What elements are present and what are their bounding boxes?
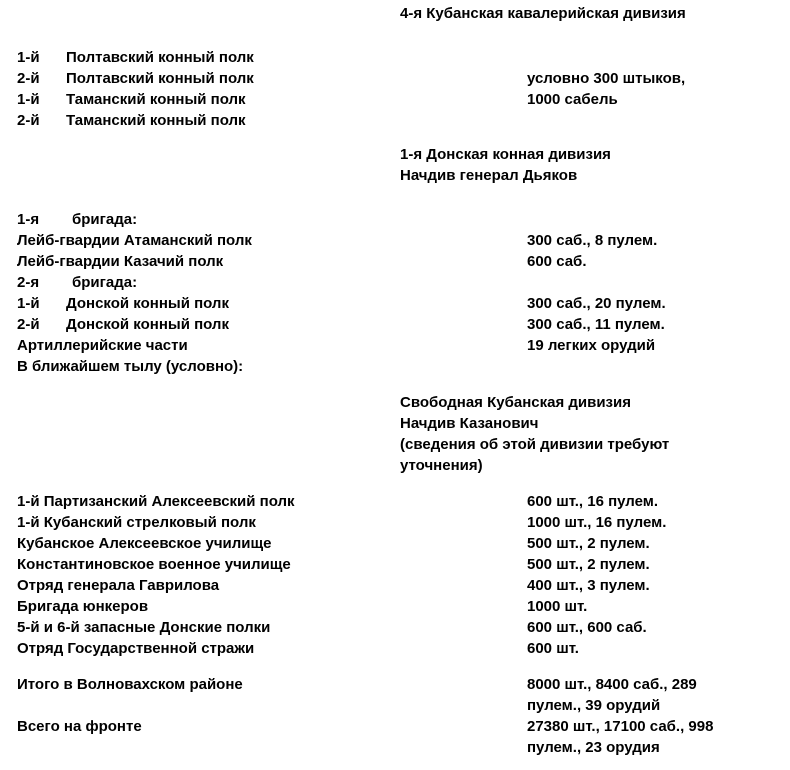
table-row [0,230,790,251]
unit-strength: 1000 сабель [527,91,618,108]
unit-number: 1-й [17,295,40,312]
heading-free-kuban-division: Свободная Кубанская дивизия [400,394,631,411]
totals-region-value-line-2: пулем., 39 орудий [527,697,661,714]
unit-strength: 300 саб., 8 пулем. [527,232,658,249]
totals-front-label: Всего на фронте [17,718,142,735]
totals-region-label: Итого в Волновахском районе [17,676,243,693]
unit-name: Бригада юнкеров [17,598,149,615]
table-row [0,314,790,335]
heading-don-cavalry-division: 1-я Донская конная дивизия [400,146,611,163]
unit-name: Донской конный полк [66,295,229,312]
table-row [0,512,790,533]
unit-name: Таманский конный полк [66,91,246,108]
table-row [0,251,790,272]
brigade-number: 2-я [17,274,40,291]
table-row [0,533,790,554]
unit-strength: 1000 шт., 16 пулем. [527,514,667,531]
unit-strength: 600 саб. [527,253,587,270]
heading-free-kuban-commander: Начдив Казанович [400,415,539,432]
unit-name: Таманский конный полк [66,112,246,129]
brigade-label-2 [0,272,790,293]
unit-strength: 300 саб., 20 пулем. [527,295,666,312]
rear-note-row [0,356,790,377]
unit-name: Артиллерийские части [17,337,188,354]
unit-strength: 600 шт., 16 пулем. [527,493,659,510]
table-row [0,554,790,575]
unit-name: Лейб-гвардии Атаманский полк [17,232,252,249]
unit-name: Отряд Государственной стражи [17,640,255,657]
totals-front-value-line-1: 27380 шт., 17100 саб., 998 [527,718,714,735]
totals-front-value-line-2: пулем., 23 орудия [527,739,660,756]
table-row-artillery [0,335,790,356]
unit-name: Константиновское военное училище [17,556,291,573]
unit-strength: 300 саб., 11 пулем. [527,316,665,333]
brigade-text: бригада: [72,211,138,228]
free-kuban-note-line-1: (сведения об этой дивизии требуют [400,436,670,453]
brigade-label-1 [0,209,790,230]
totals-front-row-cont [0,737,790,758]
table-row [0,89,790,110]
unit-number: 2-й [17,316,40,333]
totals-front-row [0,716,790,737]
unit-name: Донской конный полк [66,316,229,333]
unit-name: Полтавский конный полк [66,70,254,87]
totals-region-value-line-1: 8000 шт., 8400 саб., 289 [527,676,697,693]
unit-name: Лейб-гвардии Казачий полк [17,253,224,270]
unit-name: 1-й Кубанский стрелковый полк [17,514,256,531]
unit-name: Кубанское Алексеевское училище [17,535,272,552]
unit-strength: 1000 шт. [527,598,588,615]
unit-strength: условно 300 штыков, [527,70,686,87]
unit-name: Отряд генерала Гаврилова [17,577,220,594]
unit-number: 2-й [17,112,40,129]
table-row [0,491,790,512]
table-row [0,638,790,659]
table-row [0,617,790,638]
brigade-number: 1-я [17,211,40,228]
heading-kuban-cavalry-division: 4-я Кубанская кавалерийская дивизия [400,5,686,22]
table-row [0,110,790,131]
unit-name: 5-й и 6-й запасные Донские полки [17,619,271,636]
heading-don-commander: Начдив генерал Дьяков [400,167,578,184]
rear-note: В ближайшем тылу (условно): [17,358,244,375]
table-row [0,47,790,68]
unit-name: Полтавский конный полк [66,49,254,66]
brigade-text: бригада: [72,274,138,291]
unit-name: 1-й Партизанский Алексеевский полк [17,493,295,510]
unit-number: 1-й [17,91,40,108]
unit-strength: 500 шт., 2 пулем. [527,556,650,573]
table-row [0,68,790,89]
unit-number: 1-й [17,49,40,66]
unit-number: 2-й [17,70,40,87]
table-row [0,596,790,617]
table-row [0,293,790,314]
totals-region-row-cont [0,695,790,716]
unit-strength: 400 шт., 3 пулем. [527,577,650,594]
table-row [0,575,790,596]
unit-strength: 500 шт., 2 пулем. [527,535,650,552]
free-kuban-note-line-2: уточнения) [400,457,483,474]
unit-strength: 600 шт. [527,640,579,657]
totals-region-row [0,674,790,695]
unit-strength: 19 легких орудий [527,337,656,354]
unit-strength: 600 шт., 600 саб. [527,619,647,636]
